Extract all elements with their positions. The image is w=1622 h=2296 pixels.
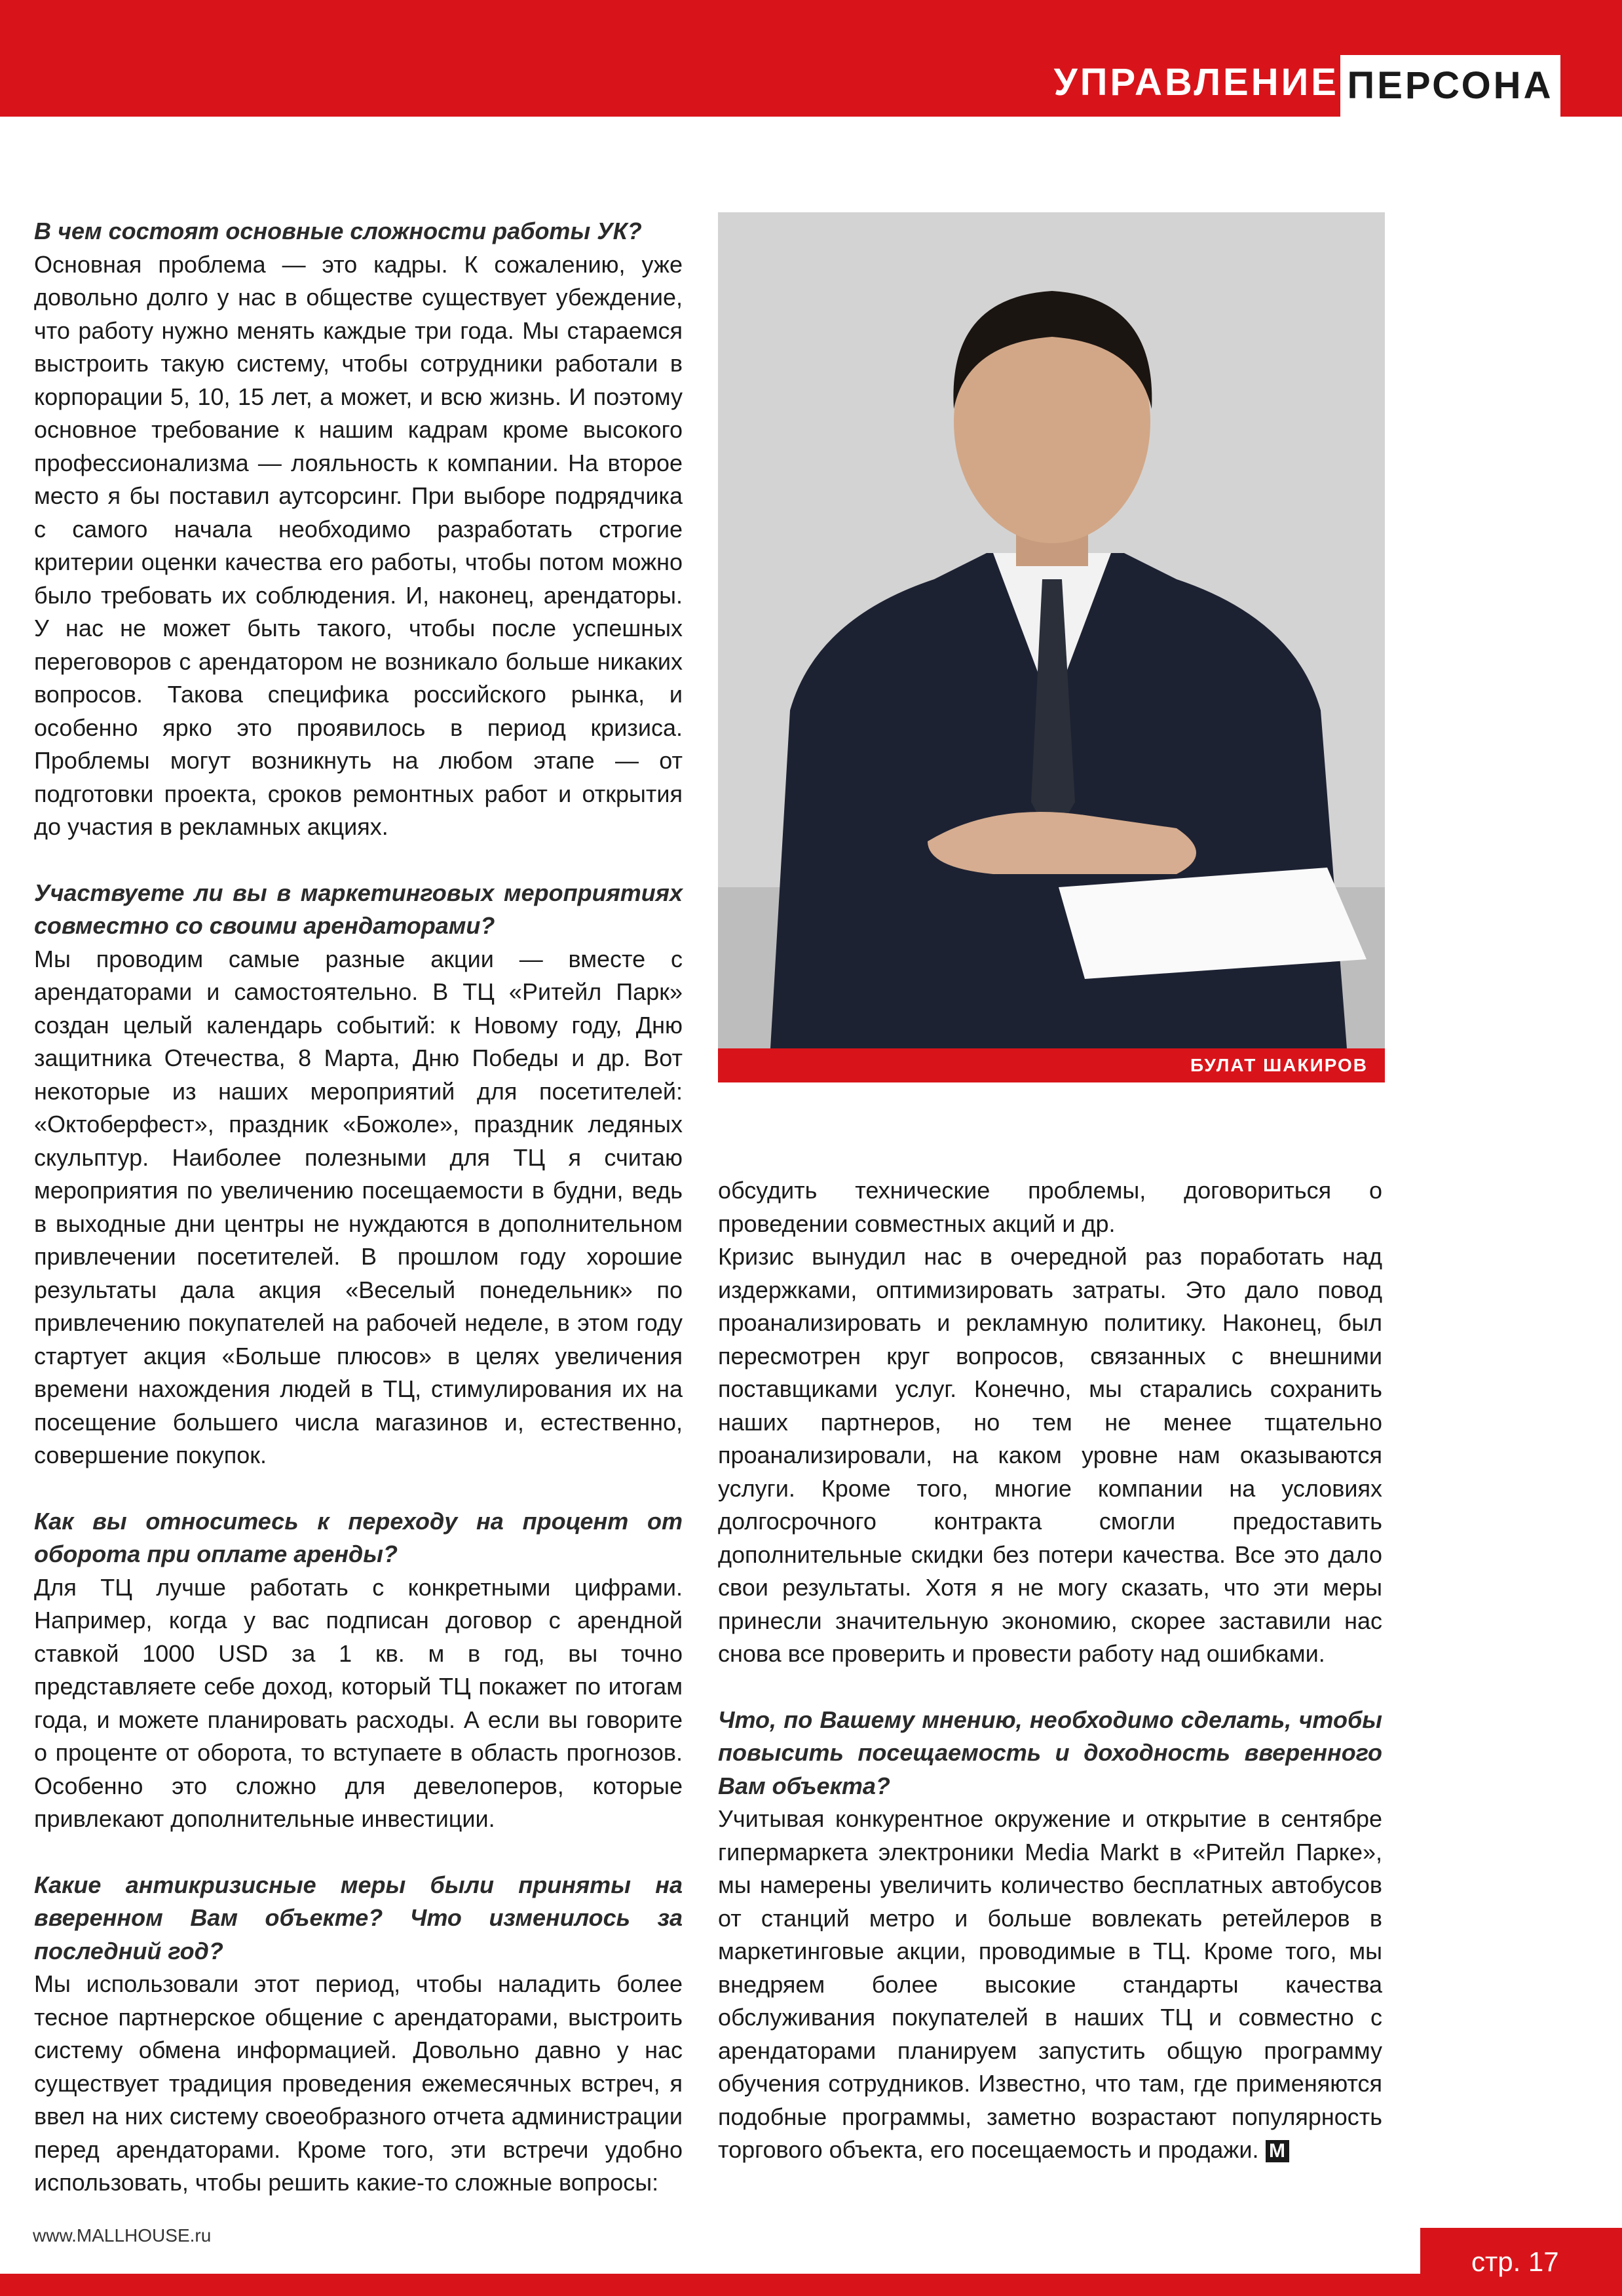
answer-4-right: обсудить технические проблемы, договориться о проведении совместных акций и др. [718, 1177, 1382, 1237]
footer-bar [0, 2274, 1622, 2296]
answer-4-continued: Кризис вынудил нас в очередной раз поработать над издержками, оптимизировать затраты. Это дало повод проанализировать и рекламную политику. Наконец, был пересмотрен круг вопросов, связанных с внешними поставщиками услуг. Конечно, мы старались сохранить наших партнеров, но тем не менее тщательно проанализировали, на каком уровне нам оказываются услуги. Кроме того, многие компании на условиях долгосрочного контракта смогли предоставить дополнительные скидки без потери качества. Все это дало свои результаты. Хотя я не могу сказать, что эти меры принесли значительную экономию, скорее заставили нас снова все проверить и провести работу над ошибками. [718, 1243, 1382, 1667]
footer-website: www.MALLHOUSE.ru [33, 2225, 212, 2246]
article-column-left [34, 215, 683, 2200]
answer-4-left: Мы использовали этот период, чтобы наладить более тесное партнерское общение с арендаторами, выстроить систему обмена информацией. Довольно давно у нас существует традиция проведения ежемесячных встреч, я ввел на них систему своеобразного отчета администрации перед арендаторами. Кроме того, эти встречи удобно использовать, чтобы решить какие-то сложные вопросы: [34, 1970, 683, 2196]
answer-2: Мы проводим самые разные акции — вместе с арендаторами и самостоятельно. В ТЦ «Ритейл Парк» создан целый календарь событий: к Новому году, Дню защитника Отечества, 8 Марта, Дню Победы и др. Вот некоторые из наших мероприятий для посетителей: «Октоберфест», праздник «Божоле», праздник ледяных скульптур. Наиболее полезными для ТЦ я считаю мероприятия по увеличению посещаемости в будни, ведь в выходные дни центры не нуждаются в дополнительном привлечении посетителей. В прошлом году хорошие результаты дала акция «Веселый понедельник» по привлечению покупателей на рабочей неделе, в этом году стартует акция «Больше плюсов» в целях увеличения времени нахождения людей в ТЦ, стимулирования их на посещение большего числа магазинов и, естественно, совершение покупок. [34, 945, 683, 1468]
question-5: Что, по Вашему мнению, необходимо сделать, чтобы повысить посещаемость и доходность вверенного Вам объекта? [718, 1706, 1382, 1799]
end-of-article-mark: M [1266, 2140, 1289, 2162]
header-bar [0, 0, 1622, 117]
portrait-photo [718, 212, 1385, 1048]
portrait-illustration [718, 212, 1385, 1048]
answer-3: Для ТЦ лучше работать с конкретными цифрами. Например, когда у вас подписан договор с арендной ставкой 1000 USD за 1 кв. м в год, вы точно представляете себе доход, который ТЦ покажет по итогам года, и можете планировать расходы. А если вы говорите о проценте от оборота, то вступаете в область прогнозов. Особенно это сложно для девелоперов, которые привлекают дополнительные инвестиции. [34, 1573, 683, 1832]
article-column-right [718, 1174, 1382, 2167]
page-number: стр. 17 [1420, 2228, 1622, 2296]
question-4: Какие антикризисные меры были приняты на вверенном Вам объекте? Что изменилось за последний год? [34, 1871, 683, 1964]
section-label-persona: ПЕРСОНА [1340, 55, 1560, 117]
question-2: Участвуете ли вы в маркетинговых мероприятиях совместно со своими арендаторами? [34, 879, 683, 939]
answer-5: Учитывая конкурентное окружение и открытие в сентябре гипермаркета электроники Media Markt в «Ритейл Парке», мы намерены увеличить количество бесплатных автобусов от станций метро и больше вовлекать ретейлеров в маркетинговые акции, проводимые в ТЦ. Кроме того, мы внедряем более высокие стандарты качества обслуживания покупателей в наших ТЦ и совместно с арендаторами планируем запустить общую программу обучения сотрудников. Известно, что там, где применяются подобные программы, заметно возрастают популярность торгового объекта, его посещаемость и продажи. [718, 1805, 1382, 2163]
question-1: В чем состоят основные сложности работы УК? [34, 218, 642, 244]
answer-5-block [718, 1803, 1382, 2167]
answer-1: Основная проблема — это кадры. К сожалению, уже довольно долго у нас в обществе существует убеждение, что работу нужно менять каждые три года. Мы стараемся выстроить такую систему, чтобы сотрудники работали в корпорации 5, 10, 15 лет, а может, и всю жизнь. И поэтому основное требование к нашим кадрам кроме высокого профессионализма — лояльность к компании. На второе место я бы поставил аутсорсинг. При выборе подрядчика с самого начала необходимо разработать строгие критерии оценки качества его работы, чтобы потом можно было требовать их соблюдения. И, наконец, арендаторы. У нас не может быть такого, чтобы после успешных переговоров с арендатором не возникало больше никаких вопросов. Такова специфика российского рынка, и особенно ярко это проявилось в период кризиса. Проблемы могут возникнуть на любом этапе — от подготовки проекта, сроков ремонтных работ и открытия до участия в рекламных акциях. [34, 250, 683, 840]
section-label-management: УПРАВЛЕНИЕ [1053, 61, 1339, 104]
photo-caption: БУЛАТ ШАКИРОВ [718, 1048, 1385, 1082]
question-3: Как вы относитесь к переходу на процент от оборота при оплате аренды? [34, 1507, 683, 1567]
